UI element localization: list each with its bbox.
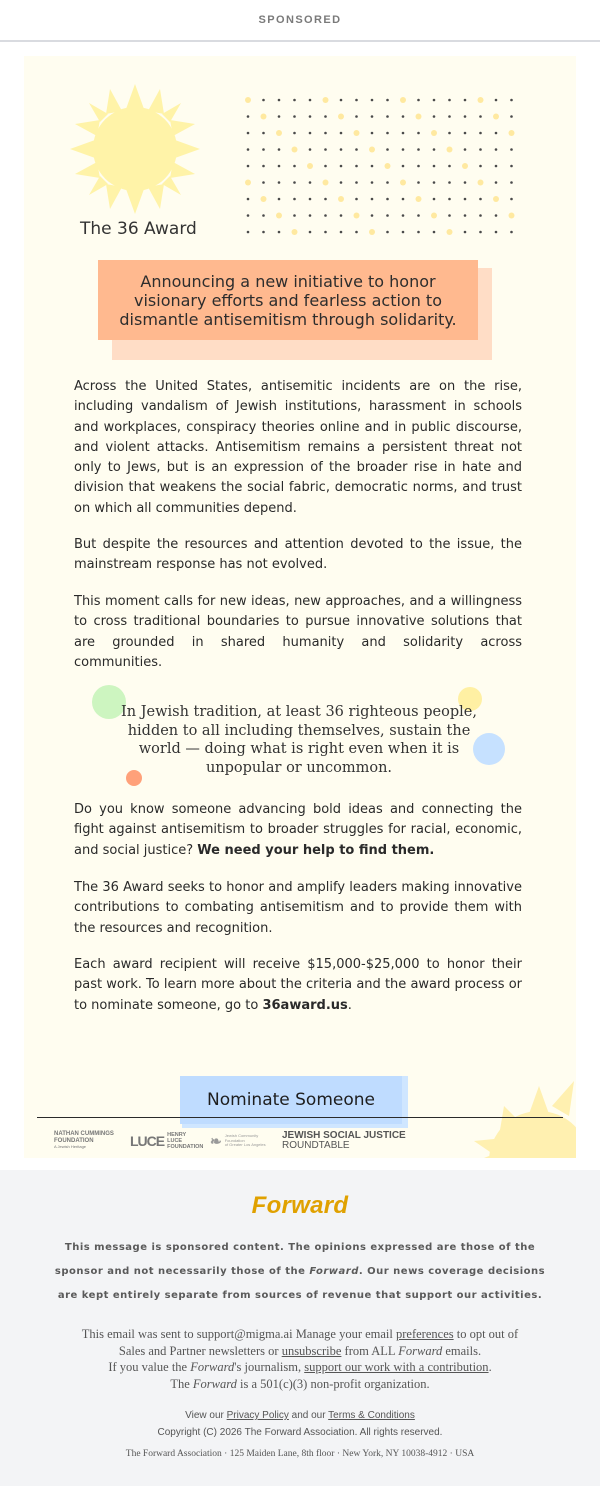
grid-dot [510,115,513,118]
grid-dot [371,115,374,118]
grid-dot [354,130,360,136]
grid-dot [386,115,389,118]
dot-grid-decoration [240,92,520,242]
grid-dot [386,132,389,135]
grid-dot [433,181,436,184]
grid-dot [402,132,405,135]
grid-dot [324,214,327,217]
grid-dot [278,165,281,168]
grid-dot [245,180,251,186]
nonprofit-end-text: is a 501(c)(3) non-profit organization. [236,1376,430,1391]
paragraph-6-end: . [347,997,352,1013]
paragraph-4 [74,800,522,861]
grid-dot [371,181,374,184]
grid-dot [510,165,513,168]
grid-dot [433,198,436,201]
sun-illustration [70,84,200,214]
grid-dot [293,198,296,201]
paragraph-4-bold: We need your help to find them. [197,842,435,858]
grid-dot [247,231,250,234]
grid-dot [495,165,498,168]
grid-dot [262,165,265,168]
grid-dot [323,180,329,186]
award-site-link[interactable]: 36award.us [262,997,348,1013]
paragraph-2: But despite the resources and attention devoted to the issue, the mainstream response has not evolved. [74,537,522,573]
nonprofit-start-text: The [170,1376,193,1391]
grid-dot [340,214,343,217]
grid-dot [324,132,327,135]
grid-dot [416,196,422,202]
grid-dot [247,214,250,217]
sponsored-header [0,0,600,42]
terms-link[interactable]: Terms & Conditions [328,1410,415,1421]
grid-dot [386,181,389,184]
luce-mark-icon: LUCE [130,1133,165,1149]
grid-dot [371,214,374,217]
grid-dot [278,198,281,201]
grid-dot [261,196,267,202]
grid-dot [309,115,312,118]
nathan-cummings-sub: A Jewish Heritage [54,1144,87,1150]
sponsored-label: SPONSORED [258,14,342,26]
grid-dot [386,99,389,102]
jsj-line1: JEWISH SOCIAL JUSTICE [282,1129,406,1141]
grid-dot [247,132,250,135]
nathan-cummings-line1: NATHAN CUMMINGS [54,1131,114,1138]
email-footer [0,1170,600,1459]
grid-dot [479,214,482,217]
grid-dot [340,165,343,168]
grid-dot [448,99,451,102]
grid-dot [371,132,374,135]
grid-dot [464,115,467,118]
grid-dot [431,130,437,136]
grid-dot [509,130,515,136]
grid-dot [448,198,451,201]
grid-dot [247,198,250,201]
grid-dot [448,132,451,135]
grid-dot [293,99,296,102]
grid-dot [386,198,389,201]
disclaimer-em: Forward [309,1266,359,1277]
grid-dot [402,148,405,151]
grid-dot [309,132,312,135]
grid-dot [247,115,250,118]
grid-dot [245,97,251,103]
grid-dot [495,148,498,151]
sponsor-divider [37,1117,563,1118]
grid-dot [355,198,358,201]
grid-dot [417,132,420,135]
luce-line1: HENRY [167,1132,187,1138]
legal-links [0,1408,600,1441]
grid-dot [479,132,482,135]
grid-dot [340,231,343,234]
grid-dot [433,99,436,102]
grid-dot [495,99,498,102]
grid-dot [324,231,327,234]
grid-dot [510,99,513,102]
grid-dot [510,198,513,201]
grid-dot [324,148,327,151]
grid-dot [431,213,437,219]
grid-dot [509,213,515,219]
grid-dot [448,165,451,168]
paragraph-1: Across the United States, antisemitic incidents are on the rise, including vandalism of Jewish institutions, harassment in schools and workplaces, conspiracy theories online and in public discourse, and violent attacks. Antisemitism remains a persistent threat not only to Jews, but is an expression of the broader rise in hate and division that weakens the social fabric, democratic norms, and trust on which all communities depend. [74,379,522,516]
privacy-policy-link[interactable]: Privacy Policy [226,1410,289,1421]
grid-dot [402,115,405,118]
grid-dot [261,114,267,120]
grid-dot [478,180,484,186]
grid-dot [417,231,420,234]
grid-dot [338,114,344,120]
grid-dot [340,99,343,102]
grid-dot [510,148,513,151]
grid-dot [355,231,358,234]
grid-dot [464,198,467,201]
grid-dot [464,231,467,234]
grid-dot [247,148,250,151]
grid-dot [278,231,281,234]
grid-dot [324,165,327,168]
sponsor-logos [54,1128,564,1154]
grid-dot [400,180,406,186]
grid-dot [262,231,265,234]
grid-dot [262,148,265,151]
luce-line3: FOUNDATION [167,1144,204,1150]
grid-dot [464,99,467,102]
luce-line2: LUCE [167,1138,183,1144]
value-mid-text: 's journalism, [234,1360,305,1374]
value-forward-em: Forward [190,1360,235,1374]
grid-dot [448,115,451,118]
value-end-text: . [488,1360,492,1374]
grid-dot [355,115,358,118]
grid-dot [417,181,420,184]
grid-dot [293,214,296,217]
nominate-someone-button[interactable]: Nominate Someone [180,1076,402,1124]
grid-dot [386,214,389,217]
grid-dot [493,196,499,202]
grid-dot [448,181,451,184]
disclaimer-part2: . Our news coverage decisions are kept entirely separate from sources of revenue that support our activities. [57,1266,546,1301]
grid-dot [493,114,499,120]
grid-dot [510,181,513,184]
grid-dot [479,148,482,151]
grid-dot [386,231,389,234]
jcf-line1: Jewish Community [224,1133,259,1139]
grid-dot [386,148,389,151]
grid-dot [262,99,265,102]
grid-dot [276,213,282,219]
grid-dot [479,231,482,234]
grid-dot [276,130,282,136]
grid-dot [309,181,312,184]
nonprofit-forward-em: Forward [192,1376,237,1391]
grid-dot [510,231,513,234]
paragraph-6-text: Each award recipient will receive $15,000-$25,000 to honor their past work. To learn more about the criteria and the award process or to nominate someone, go to [74,957,522,1013]
grid-dot [309,198,312,201]
grid-dot [323,97,329,103]
grid-dot [417,214,420,217]
grid-dot [262,214,265,217]
grid-dot [307,163,313,169]
email-opt-text: to opt out of Sales and Partner newsletters or [118,1327,519,1358]
nathan-cummings-line2: FOUNDATION [54,1137,94,1144]
grid-dot [464,214,467,217]
grid-dot [324,198,327,201]
award-card [24,56,576,1158]
grid-dot [479,198,482,201]
grid-dot [309,148,312,151]
quote-text: In Jewish tradition, at least 36 righteous people, hidden to all including themselves, sustain the world — doing what is right even when it is unpopular or uncommon. [121,704,477,776]
grid-dot [417,99,420,102]
email-info [70,1326,530,1392]
grid-dot [400,97,406,103]
announcement-text: Announcing a new initiative to honor visionary efforts and fearless action to dismantle antisemitism through solidarity. [119,271,457,329]
award-title: The 36 Award [80,219,197,239]
sponsor-disclaimer [50,1236,550,1308]
jsj-line2: ROUNDTABLE [282,1140,350,1151]
grid-dot [293,132,296,135]
grid-dot [495,214,498,217]
disclaimer-part1: This message is sponsored content. The opinions expressed are those of the sponsor and not necessarily those of the [54,1242,536,1277]
grid-dot [385,163,391,169]
grid-dot [417,165,420,168]
grid-dot [447,147,453,153]
value-start-text: If you value the [108,1360,191,1374]
grid-dot [354,213,360,219]
paragraph-3: This moment calls for new ideas, new approaches, and a willingness to cross traditional boundaries to pursue innovative solutions that are grounded in shared humanity and solidarity across communities. [74,594,522,670]
grid-dot [462,163,468,169]
grid-dot [278,115,281,118]
jcf-line2: Foundation [224,1137,245,1143]
grid-dot [355,165,358,168]
grid-dot [340,132,343,135]
grid-dot [338,196,344,202]
copyright-text: Copyright (C) 2026 The Forward Association. All rights reserved. [157,1426,443,1438]
grid-dot [402,165,405,168]
grid-dot [293,165,296,168]
grid-dot [479,115,482,118]
henry-luce-logo [130,1132,210,1150]
grid-dot [371,198,374,201]
grid-dot [293,115,296,118]
grid-dot [433,231,436,234]
grid-dot [278,181,281,184]
grid-dot [355,99,358,102]
and-our-text: and our [288,1410,329,1421]
grid-dot [464,181,467,184]
grid-dot [495,231,498,234]
grid-dot [369,147,375,153]
email-emails-text: emails. [442,1343,482,1358]
grid-dot [324,115,327,118]
grid-dot [355,148,358,151]
grid-dot [433,115,436,118]
paragraph-5: The 36 Award seeks to honor and amplify leaders making innovative contributions to combating antisemitism and to provide them with the resources and recognition. [74,880,522,936]
grid-dot [292,147,298,153]
email-sent-text: This email was sent to support@migma.ai Manage your email [81,1327,397,1341]
nathan-cummings-logo [54,1131,130,1151]
view-our-text: View our [185,1410,227,1421]
ad-container [0,42,600,1170]
grid-dot [478,97,484,103]
grid-dot [309,214,312,217]
grid-dot [340,181,343,184]
grid-dot [293,181,296,184]
forward-em: Forward [398,1343,443,1358]
grid-dot [262,132,265,135]
grid-dot [369,229,375,235]
grid-dot [340,148,343,151]
grid-dot [278,99,281,102]
grid-dot [371,99,374,102]
grid-dot [355,181,358,184]
unsubscribe-link[interactable]: unsubscribe [281,1343,342,1358]
grid-dot [247,165,250,168]
grid-dot [292,229,298,235]
jcf-line3: of Greater Los Angeles [224,1142,266,1148]
grid-dot [309,231,312,234]
grid-dot [479,165,482,168]
grid-dot [262,181,265,184]
grid-dot [433,165,436,168]
grid-dot [278,148,281,151]
grid-dot [448,214,451,217]
dove-icon: ❧ [210,1132,222,1149]
grid-dot [464,148,467,151]
grid-dot [464,132,467,135]
grid-dot [402,214,405,217]
paragraph-6 [74,955,522,1016]
grid-dot [309,99,312,102]
grid-dot [402,231,405,234]
email-from-text: from ALL [341,1343,399,1358]
jewish-social-justice-logo [282,1131,406,1152]
announcement-banner [98,260,478,340]
grid-dot [495,132,498,135]
grid-dot [402,198,405,201]
grid-dot [416,114,422,120]
grid-dot [495,181,498,184]
grid-dot [433,148,436,151]
jewish-community-foundation-logo [210,1133,282,1150]
grid-dot [447,229,453,235]
support-link[interactable]: support our work with a contribution [304,1360,489,1374]
paragraph-4-text: Do you know someone advancing bold ideas and connecting the fight against antisemitism to broader struggles for racial, economic, and social justice? [74,802,522,858]
forward-logo[interactable]: Forward [251,1192,349,1219]
grid-dot [371,165,374,168]
preferences-link[interactable]: preferences [396,1327,454,1341]
postal-address: The Forward Association · 125 Maiden Lane, 8th floor · New York, NY 10038-4912 · USA [125,1449,475,1459]
grid-dot [417,148,420,151]
